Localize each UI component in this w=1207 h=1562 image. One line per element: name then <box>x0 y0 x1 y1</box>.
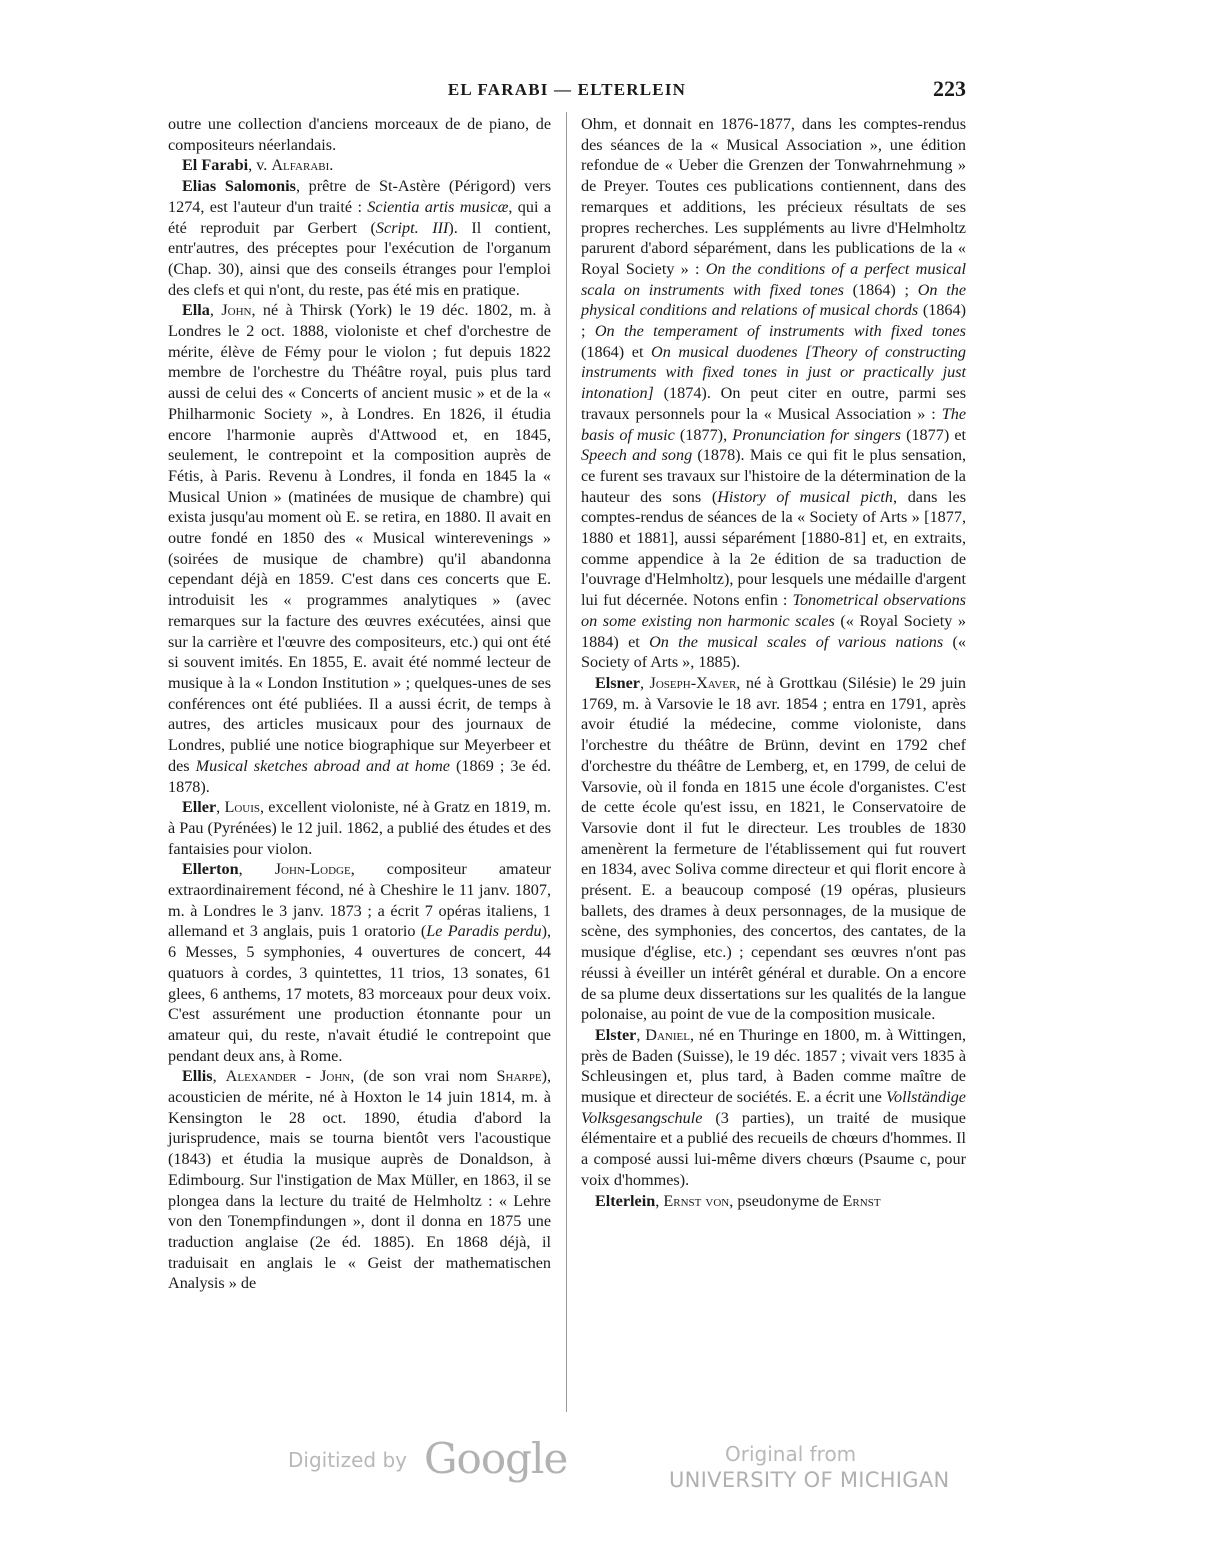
page-header <box>168 76 966 104</box>
entry-text: , <box>655 1191 664 1210</box>
work-title: On the musical scales of various nations <box>649 632 944 651</box>
entry-text: , <box>212 1067 226 1086</box>
given-name: Louis <box>224 798 261 817</box>
entry-text: , dans les comptes-rendus de séances de la « Society of Arts » [1877, 1880 et 1881], aussi séparément [1880-81] et, en extraits, comme appendice à la 2e édition de sa traduction de l'ouvrage d'Helmholtz), pour lesquels une médaille d'argent lui fut décernée. Notons enfin : <box>581 487 966 610</box>
work-title: Pronunciation for singers <box>732 425 901 444</box>
entry-text: (1877), <box>674 425 733 444</box>
entry-elias-salomonis <box>168 176 551 300</box>
entry-continuation: outre une collection d'anciens morceaux de de piano, de compositeurs néerlandais. <box>168 115 551 154</box>
column-divider <box>566 112 567 1412</box>
university-label: UNIVERSITY OF MICHIGAN <box>669 1468 950 1492</box>
entry-elster <box>581 1025 966 1191</box>
entry-text: , <box>639 673 650 692</box>
entry-text: (« Society of Arts », 1885). <box>581 632 966 672</box>
work-title: On the physical conditions and relations of musical chords <box>581 280 967 320</box>
entry-text: , <box>216 798 225 817</box>
entry-text: (1864) et <box>581 342 652 361</box>
given-name: Ernst von <box>663 1191 730 1210</box>
entry-text: , né en Thuringe en 1800, m. à Wittingen, près de Baden (Suisse), le 19 déc. 1857 ; vivait vers 1835 à Schleusingen et, plus tard, à Baden comme maître de musique et directeur de sociétés. E. a écrit une <box>581 1025 967 1107</box>
entry-text: , <box>636 1025 646 1044</box>
entry-text: , né à Thirsk (York) le 19 déc. 1802, m. à Londres le 2 oct. 1888, violoniste et chef d'orchestre de mérite, élève de Fémy pour le violon ; fut depuis 1822 membre de l'orchestre du Théâtre royal, puis plus tard aussi de celui des « Concerts of ancient music » et de la « Philharmonic Society », à Londres. En 1826, il étudia encore l'harmonie auprès d'Attwood et, en 1845, seulement, le contrepoint et la composition auprès de Fétis, à Paris. Revenu à Londres, il fonda en 1845 la « Musical Union » (matinées de musique de chambre) qui exista jusqu'au moment où E. se retira, en 1880. Il avait en outre fondé en 1850 des « Musical winterevenings » (soirées de musique de chambre) qu'il abandonna cependant déjà en 1859. C'est dans ces concerts que E. introduisit les « programmes analytiques » (avec remarques sur la facture des œuvres exécutées, ainsi que sur la carrière et l'œuvre des compositeurs, etc.) qui ont été si souvent imités. En 1855, E. avait été nommé lecteur de musique à la « London Institution » ; quelques-unes de ses conférences ont été publiées. Il a aussi écrit, de temps à autres, des articles musicaux pour des journaux de Londres, publié une notice biographique sur Meyerbeer et des <box>168 301 551 775</box>
given-name: Sharpe <box>496 1067 542 1086</box>
work-title: On musical duodenes [Theory of constructing instruments with fixed tones in just or practically just intonation] <box>581 342 966 403</box>
entry-text: (1874). On peut citer en outre, parmi ses travaux personnels pour la « Musical Association » : <box>581 384 966 423</box>
digitization-watermark <box>0 1436 1207 1506</box>
entry-text: , v. <box>248 156 272 175</box>
entry-text: (1877) et <box>900 425 966 444</box>
headword: Elterlein <box>595 1191 656 1210</box>
entry-text: (1864) ; <box>581 301 966 341</box>
entry-text: , <box>209 301 222 320</box>
entry-elsner <box>581 673 966 1025</box>
entry-el-farabi <box>168 155 551 176</box>
cross-reference: Alfarabi <box>271 156 330 175</box>
entry-text: (1878). Mais ce qui fit le plus sensation, ce furent ses travaux sur l'histoire de la détermination de la hauteur des sons ( <box>581 446 966 506</box>
entry-text: . <box>329 156 334 175</box>
headword: Elsner <box>595 673 640 692</box>
left-column <box>168 114 551 1294</box>
work-title: Le Paradis perdu <box>426 922 542 941</box>
given-name: John <box>221 301 252 320</box>
headword: Ellis <box>182 1067 213 1086</box>
entry-text: Ohm, et donnait en 1876-1877, dans les comptes-rendus des séances de la « Musical Association », une édition refondue de « Ueber die Grenzen der Tonwahrnehmung » de Preyer. Toutes ces publications contiennent, dans des remarques et additions, les précieux résultats de ses propres recherches. Les suppléments au livre d'Helmholtz parurent d'abord séparément, dans les publications de la « Royal Society » : <box>581 115 966 278</box>
headword: Ellerton <box>182 860 239 879</box>
work-title: Tonometrical observations on some existing non harmonic scales <box>581 591 966 630</box>
running-title: EL FARABI — ELTERLEIN <box>447 80 687 99</box>
entry-text: , qui a été reproduit par Gerbert ( <box>168 197 551 237</box>
given-name: Ernst <box>842 1191 881 1210</box>
entry-text: , excellent violoniste, né à Gratz en 1819, m. à Pau (Pyrénées) le 12 juil. 1862, a publié des études et des fantaisies pour violon. <box>168 798 552 858</box>
right-column <box>581 114 966 1211</box>
headword: Elias Salomonis <box>182 177 296 196</box>
given-name: Alexander - John <box>225 1067 351 1086</box>
entry-text: ), 6 Messes, 5 symphonies, 4 ouvertures de concert, 44 quatuors à cordes, 3 quintettes, 11 trios, 13 sonates, 61 glees, 6 anthems, 17 motets, 83 morceaux pour deux voix. C'est assurément une production étonnante pour un amateur qui, du reste, n'avait étudié le contrepoint que pendant deux ans, à Rome. <box>168 922 551 1065</box>
entry-elterlein <box>581 1191 966 1212</box>
work-title: Vollständige Volksgesangschule <box>581 1088 966 1127</box>
entry-text: , <box>238 860 275 879</box>
digitized-by-label: Digitized by <box>288 1448 407 1472</box>
entry-ellis <box>168 1066 551 1294</box>
entry-text: ), acousticien de mérite, né à Hoxton le 14 juin 1814, m. à Kensington le 28 oct. 1890, étudia d'abord la jurisprudence, mais se tourna bientôt vers l'acoustique (1843) et étudia la musique auprès de Donaldson, à Edimbourg. Sur l'instigation de Max Müller, en 1863, il se plongea dans la lecture du traité de Helmholtz : « Lehre von den Tonempfindungen », dont il donna en 1875 une traduction anglaise (2e éd. 1885). En 1868 déjà, il traduisait en anglais le « Geist der mathematischen Analysis » de <box>168 1067 552 1293</box>
headword: El Farabi <box>182 156 249 175</box>
original-from-label: Original from <box>725 1442 857 1466</box>
entry-text: (1869 ; 3e éd. 1878). <box>168 756 552 796</box>
work-title: Script. III <box>375 218 449 237</box>
entry-ellerton <box>168 859 551 1066</box>
entry-text: , pseudonyme de <box>729 1191 843 1210</box>
entry-text: , prêtre de St-Astère (Périgord) vers 1274, est l'auteur d'un traité : <box>168 177 551 216</box>
work-title: Scientia artis musicæ <box>367 197 509 216</box>
google-logo: Google <box>424 1434 568 1483</box>
entry-text: (« Royal Society » 1884) et <box>581 611 966 651</box>
work-title: On the temperament of instruments with fixed tones <box>594 322 966 341</box>
entry-ella <box>168 300 551 797</box>
given-name: John-Lodge <box>274 860 351 879</box>
work-title: Speech and song <box>581 446 693 465</box>
entry-text: ). Il contient, entr'autres, des préceptes pour l'exécution de l'organum (Chap. 30), ainsi que des conseils étranges pour l'emploi des clefs et qui n'ont, du reste, pas été mis en pratique. <box>168 218 552 299</box>
entry-text: , compositeur amateur extraordinairement fécond, né à Cheshire le 11 janv. 1807, m. à Londres le 3 janv. 1873 ; a écrit 7 opéras italiens, 1 allemand et 3 anglais, puis 1 oratorio ( <box>168 860 551 941</box>
work-title: Musical sketches abroad and at home <box>195 756 450 775</box>
entry-text: , (de son vrai nom <box>350 1067 497 1086</box>
page-number: 223 <box>933 76 966 101</box>
headword: Eller <box>182 798 217 817</box>
given-name: Joseph-Xaver <box>649 673 737 692</box>
entry-text: (3 parties), un traité de musique élémentaire et a publié des recueils de chœurs d'hommes. Il a composé aussi lui-même divers chœurs (Psaume c, pour voix d'hommes). <box>581 1108 966 1189</box>
work-title: The basis of music <box>581 404 966 444</box>
work-title: History of musical picth <box>717 487 894 506</box>
entry-ellis-continued <box>581 114 966 673</box>
given-name: Daniel <box>645 1025 690 1044</box>
work-title: On the conditions of a perfect musical scala on instruments with fixed tones <box>581 259 966 299</box>
headword: Elster <box>595 1025 637 1044</box>
entry-text: (1864) ; <box>843 280 918 299</box>
entry-text: , né à Grottkau (Silésie) le 29 juin 1769, m. à Varsovie le 18 avr. 1854 ; entra en 1791, après avoir étudié la médecine, comme violoniste, dans l'orchestre du théâtre de Brünn, devint en 1792 chef d'orchestre du théâtre de Lemberg, et, en 1799, de celui de Varsovie, où il fonda en 1815 une école d'organistes. C'est de cette école qu'est issu, en 1821, le Conservatoire de Varsovie dont il fut le directeur. Les troubles de 1830 amenèrent la fermeture de l'établissement qui fut rouvert en 1834, avec Soliva comme directeur et qui florit encore à présent. E. a beaucoup composé (19 opéras, plusieurs ballets, des drames à deux personnages, de la musique de scène, des symphonies, des concertos, des cantates, de la musique d'église, etc.) ; cependant ses œuvres n'ont pas réussi à éveiller un intérêt général et durable. On a encore de sa plume deux dissertations sur les qualités de la langue polonaise, au point de vue de la composition musicale. <box>581 673 966 1024</box>
headword: Ella <box>182 301 210 320</box>
entry-eller <box>168 797 551 859</box>
